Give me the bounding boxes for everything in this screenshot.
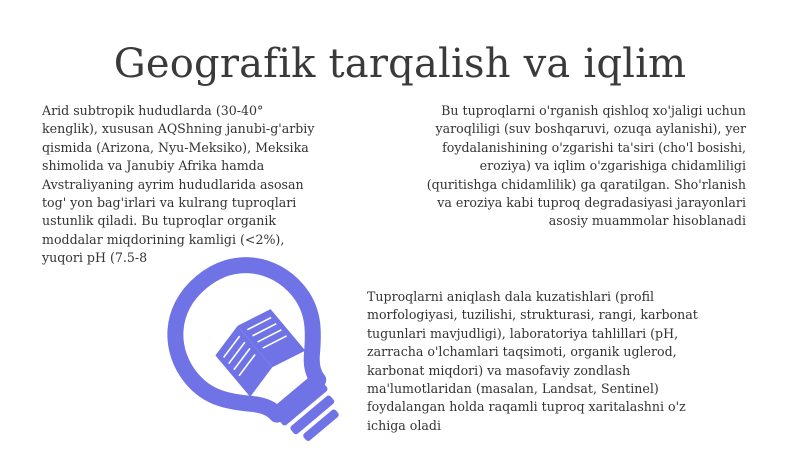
lightbulb-book-icon — [152, 244, 362, 454]
bulb-base — [278, 382, 346, 448]
slide-title: Geografik tarqalish va iqlim — [113, 40, 687, 87]
left-text-block: Arid subtropik hududlarda (30-40° kenglik), xususan AQShning janubi-g'arbiy qismida (Arizona, Nyu-Meksiko), Meksika shimolida va Janubiy Afrika hamda Avstraliyaning ayrim hududlarida asosan tog' yon bag'irlari va kulrang tuproqlari ustunlik qiladi. Bu tuproqlar organik moddalar miqdorining kamligi (<2%), yuqori pH (7.5-8 — [42, 103, 315, 266]
right-text-block: Bu tuproqlarni o'rganish qishloq xo'jaligi uchun yaroqliligi (suv boshqaruvi, ozuqa aylanishi), yer foydalanishining o'zgarishi ta'siri (cho'l bosishi, eroziya) va iqlim o'zgarishiga chidamliligi (quritishga chidamlilik) ga qaratilgan. Sho'rlanish va eroziya kabi tuproq degradasiyasi jarayonlari asosiy muammolar hisoblanadi — [426, 103, 746, 229]
book-icon — [212, 304, 304, 395]
bottom-text-block: Tuproqlarni aniqlash dala kuzatishlari (profil morfologiyasi, tuzilishi, strukturasi, rangi, karbonat tugunlari mavjudligi), laboratoriya tahlillari (pH, zarracha o'lchamlari taqsimoti, organik uglerod, karbonat miqdori) va masofaviy zondlash ma'lumotlaridan (masalan, Landsat, Sentinel) foydalangan holda raqamli tuproq xaritalashni o'z ichiga oladi — [367, 289, 698, 433]
